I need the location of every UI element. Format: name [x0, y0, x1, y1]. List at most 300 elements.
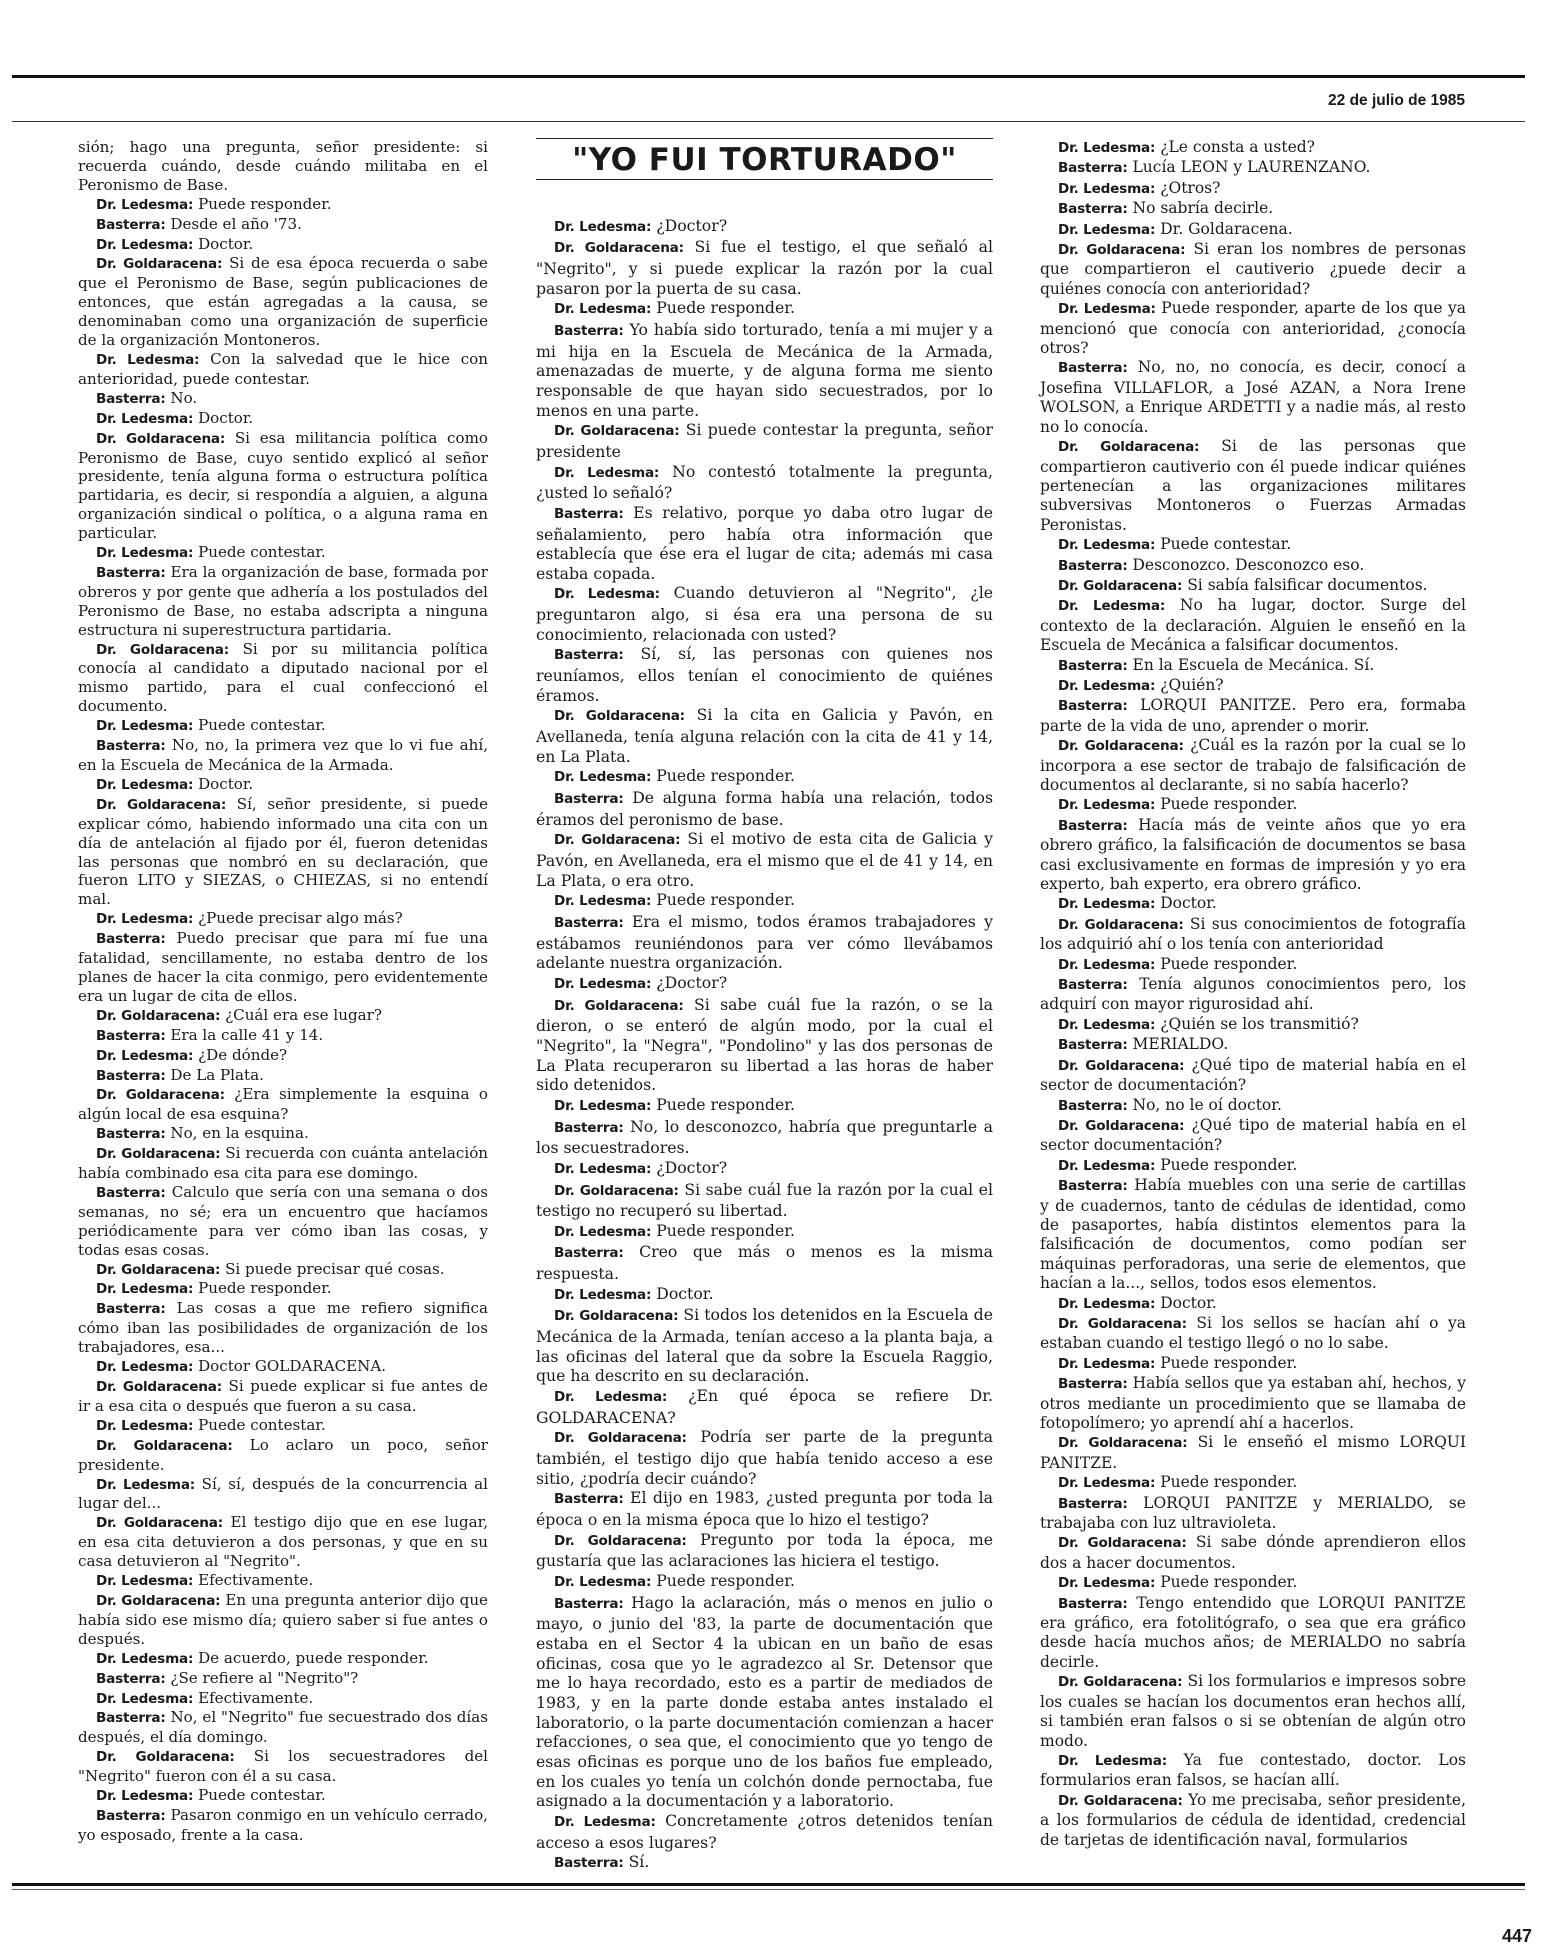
paragraph-text: En la Escuela de Mecánica. Sí.: [1132, 655, 1375, 674]
paragraph-text: Si de esa época recuerda o sabe que el Peronismo de Base, según publicaciones de entonces, que están agregadas a la causa, se denominaban como una organización de superficie de la organización Montoneros.: [78, 254, 488, 350]
paragraph: [1040, 158, 1466, 178]
speaker-label: Basterra:: [96, 1067, 166, 1084]
paragraph-text: No.: [170, 388, 198, 407]
speaker-label: Basterra:: [96, 738, 166, 755]
paragraph-text: Puede responder.: [656, 890, 796, 910]
speaker-label: Dr. Ledesma:: [1058, 537, 1156, 554]
paragraph-text: No, lo desconozco, habría que preguntarle a los secuestradores.: [536, 1116, 993, 1158]
paragraph-text: No, no le oí doctor.: [1132, 1095, 1282, 1114]
paragraph: [78, 1513, 488, 1571]
paragraph: [1040, 1156, 1466, 1176]
paragraph: [1040, 437, 1466, 535]
speaker-label: Dr. Ledesma:: [96, 1047, 194, 1064]
speaker-label: Dr. Goldaracena:: [1058, 1792, 1183, 1809]
paragraph: [1040, 1116, 1466, 1156]
paragraph-text: ¿Doctor?: [656, 215, 728, 235]
paragraph: [78, 1357, 488, 1377]
paragraph-text: ¿Cuál era ese lugar?: [225, 1005, 382, 1024]
speaker-label: Dr. Goldaracena:: [1058, 242, 1186, 259]
paragraph: [78, 1416, 488, 1436]
speaker-label: Dr. Ledesma:: [554, 301, 652, 318]
paragraph-text: Yo me precisaba, señor presidente, a los formularios de cédula de identidad, credencial de tarjetas de identificación naval, formularios: [1040, 1790, 1466, 1849]
top-rule: [12, 75, 1525, 78]
speaker-label: Basterra:: [1058, 698, 1128, 715]
paragraph-text: Desde el año '73.: [170, 214, 302, 233]
speaker-label: Dr. Ledesma:: [96, 545, 194, 562]
paragraph-text: Puede contestar.: [198, 543, 326, 562]
speaker-label: Basterra:: [554, 322, 624, 339]
paragraph-text: Doctor.: [1160, 1293, 1217, 1312]
speaker-label: Dr. Ledesma:: [96, 911, 194, 928]
paragraph: [78, 235, 488, 255]
speaker-label: Basterra:: [1058, 1495, 1128, 1512]
paragraph-text: Lucía LEON y LAURENZANO.: [1132, 158, 1371, 177]
paragraph: [78, 1046, 488, 1066]
paragraph-text: ¿Se refiere al "Negrito"?: [170, 1668, 359, 1687]
issue-date: 22 de julio de 1985: [1328, 92, 1465, 109]
paragraph: [1040, 1035, 1466, 1055]
paragraph: [78, 1806, 488, 1845]
speaker-label: Dr. Ledesma:: [554, 1813, 656, 1830]
column-3: [1040, 138, 1466, 1850]
paragraph: [1040, 1494, 1466, 1534]
column-2: [536, 138, 993, 1874]
paragraph: [536, 912, 993, 973]
speaker-label: Basterra:: [1058, 1178, 1128, 1195]
paragraph: [78, 429, 488, 543]
paragraph: [536, 766, 993, 788]
paragraph-text: Sí, sí, después de la concurrencia al lugar del...: [78, 1474, 488, 1513]
paragraph-text: Cuando detuvieron al "Negrito", ¿le preguntaron algo, si ésa era una persona de su conocimiento, relacionada con usted?: [536, 583, 993, 644]
paragraph-text: Si esa militancia política como Peronismo de Base, cuyo sentido explicó al señor presidente, tenía alguna forma o estructura política partidaria, es decir, si respondía a alguien, a alguna organización sindical o política, o a alguna rama en particular.: [78, 428, 488, 543]
speaker-label: Dr. Ledesma:: [1058, 1157, 1156, 1174]
speaker-label: Dr. Goldaracena:: [96, 796, 227, 813]
paragraph: [536, 237, 993, 298]
paragraph-text: LORQUI PANITZE. Pero era, formaba parte de la vida de uno, aprender o morir.: [1040, 696, 1466, 735]
speaker-label: Basterra:: [96, 1126, 166, 1143]
speaker-label: Dr. Goldaracena:: [1058, 738, 1184, 755]
paragraph-text: Si la cita en Galicia y Pavón, en Avellaneda, tenía alguna relación con la cita de 41 y 14, en La Plata.: [536, 705, 994, 766]
paragraph: [1040, 1314, 1466, 1354]
speaker-label: Dr. Ledesma:: [96, 776, 194, 793]
speaker-label: Basterra:: [554, 647, 624, 664]
paragraph: [1040, 1473, 1466, 1493]
paragraph-text: Puede responder.: [1160, 954, 1298, 973]
paragraph-text: Si los formularios e impresos sobre los cuales se hacían los documentos eran hechos allí, si también eran falsos o si se obtenían de algún otro modo.: [1040, 1672, 1466, 1750]
speaker-label: Basterra:: [1058, 977, 1128, 994]
paragraph-text: No, en la esquina.: [170, 1124, 309, 1143]
paragraph: [1040, 816, 1466, 895]
column-1: [78, 138, 488, 1845]
speaker-label: Dr. Goldaracena:: [554, 997, 684, 1014]
paragraph: [1040, 1791, 1466, 1850]
paragraph-text: Desconozco. Desconozco eso.: [1132, 555, 1365, 574]
speaker-label: Basterra:: [1058, 1037, 1128, 1054]
paragraph: [536, 320, 993, 420]
paragraph-text: ¿En qué época se refiere Dr. GOLDARACENA?: [536, 1386, 993, 1427]
paragraph: [1040, 1533, 1466, 1573]
paragraph-text: Doctor.: [656, 1283, 714, 1303]
paragraph: [536, 1305, 993, 1386]
paragraph-text: Hago la aclaración, más o menos en julio o mayo, o junio del '83, la parte de documentación que estaba en el Sector 4 la ubican en un baño de esas oficinas, cosa que yo le agradezco al Sr. Detensor que me lo haya recordado, esto es a partir de mediados de 1983, y en la parte donde estaba antes instalado el laboratorio, o la parte documentación comienzan a hacer refacciones, o sea que, el conocimiento que yo tengo de esas oficinas es porque uno de los baños fue empleado, en los cuales yo tenía un colchón donde pernoctaba, fue asignado a la documentación y a laboratorio.: [536, 1592, 993, 1811]
speaker-label: Basterra:: [96, 1301, 166, 1318]
paragraph-text: Puede responder.: [1160, 1573, 1298, 1592]
speaker-label: Dr. Goldaracena:: [554, 708, 685, 725]
paragraph: [1040, 1433, 1466, 1473]
speaker-label: Dr. Goldaracena:: [96, 1007, 221, 1024]
speaker-label: Dr. Goldaracena:: [96, 1261, 221, 1278]
speaker-label: Dr. Goldaracena:: [96, 1087, 225, 1104]
paragraph-text: ¿Quién se los transmitió?: [1160, 1014, 1359, 1033]
speaker-label: Basterra:: [554, 1491, 624, 1508]
speaker-label: Dr. Ledesma:: [1058, 896, 1156, 913]
paragraph: [536, 503, 993, 584]
paragraph-text: MERIALDO.: [1132, 1035, 1229, 1054]
speaker-label: Dr. Ledesma:: [96, 236, 194, 253]
column-2-text: [536, 216, 993, 1874]
speaker-label: Dr. Goldaracena:: [554, 1182, 679, 1199]
paragraph: [1040, 556, 1466, 576]
speaker-label: Dr. Ledesma:: [554, 1160, 652, 1177]
paragraph-text: No, no, no conocía, es decir, conocí a Josefina VILLAFLOR, a José AZAN, a Nora Irene WOLSON, a Enrique ARDETTI y a nadie más, al resto no lo conocía.: [1040, 358, 1466, 436]
paragraph: [78, 1571, 488, 1591]
paragraph: [1040, 696, 1466, 736]
speaker-label: Dr. Goldaracena:: [96, 641, 230, 658]
paragraph: [1040, 1096, 1466, 1116]
paragraph-text: Si recuerda con cuánta antelación había combinado esa cita para ese domingo.: [78, 1144, 489, 1183]
bottom-thin-rule: [12, 1889, 1525, 1890]
paragraph-text: Era el mismo, todos éramos trabajadores y estábamos reuniéndonos para ver cómo llevábamos adelante nuestra organización.: [536, 911, 993, 973]
paragraph-text: ¿Qué tipo de material había en el sector de documentación?: [1040, 1055, 1466, 1095]
paragraph-text: De alguna forma había una relación, todos éramos del peronismo de base.: [536, 788, 993, 829]
speaker-label: Dr. Ledesma:: [1058, 1295, 1156, 1312]
speaker-label: Basterra:: [554, 505, 624, 522]
paragraph-text: Doctor.: [198, 774, 254, 793]
paragraph-text: Era la calle 41 y 14.: [170, 1025, 324, 1044]
paragraph-text: Sí.: [628, 1852, 650, 1872]
paragraph: [1040, 576, 1466, 596]
paragraph-text: Efectivamente.: [198, 1688, 314, 1707]
paragraph-text: Había sellos que ya estaban ahí, hechos, y otros mediante un procedimiento que se llamaba de fotopolímero; yo aprendí ahí a hacerlos.: [1040, 1374, 1466, 1432]
paragraph-text: Si de las personas que compartieron cautiverio con él puede indicar quiénes pertenecían a las organizaciones militares subversivas Montoneros o Fuerzas Armadas Peronistas.: [1040, 437, 1466, 534]
paragraph: [1040, 795, 1466, 815]
paragraph: [1040, 596, 1466, 655]
paragraph: [1040, 1594, 1466, 1673]
speaker-label: Dr. Ledesma:: [96, 1788, 194, 1805]
speaker-label: Dr. Ledesma:: [554, 893, 652, 910]
paragraph: [78, 1747, 488, 1786]
paragraph: [78, 775, 488, 795]
paragraph-text: ¿Puede precisar algo más?: [198, 909, 403, 928]
paragraph-text: Puede contestar.: [198, 1786, 326, 1805]
paragraph: [78, 138, 488, 195]
paragraph-text: Si los sellos se hacían ahí o ya estaban cuando el testigo llegó o no lo sabe.: [1040, 1313, 1467, 1353]
paragraph-text: Yo había sido torturado, tenía a mi mujer y a mi hija en la Escuela de Mecánica de la Armada, amenazadas de muerte, y de alguna forma me siento responsable de que hayan sido secuestrados, por lo menos en una parte.: [536, 319, 993, 420]
paragraph-text: No ha lugar, doctor. Surge del contexto de la declaración. Alguien le enseñó en la Escuela de Mecánica a falsificar documentos.: [1040, 596, 1466, 655]
paragraph-text: Concretamente ¿otros detenidos tenían acceso a esos lugares?: [536, 1810, 993, 1852]
speaker-label: Dr. Ledesma:: [96, 1573, 194, 1590]
paragraph-text: Puede responder.: [198, 194, 332, 213]
paragraph-text: Había muebles con una serie de cartillas y de cuadernos, tanto de cédulas de identidad, como de pasaportes, había distintos elementos para la falsificación de documentos, como podían ser máquinas perforadoras, una serie de elementos, que hacían a la..., sellos, todos esos elementos.: [1040, 1176, 1466, 1293]
paragraph-text: LORQUI PANITZE y MERIALDO, se trabajaba con luz ultravioleta.: [1040, 1493, 1466, 1533]
paragraph: [78, 350, 488, 389]
speaker-label: Basterra:: [96, 1670, 166, 1687]
speaker-label: Dr. Ledesma:: [1058, 1475, 1156, 1492]
paragraph-text: Si por su militancia política conocía al candidato a diputado nacional por el mismo partido, para el cual confeccionó el documento.: [78, 639, 488, 716]
paragraph-text: En una pregunta anterior dijo que había sido ese mismo día; quiero saber si fue antes o después.: [78, 1590, 488, 1648]
paragraph: [1040, 915, 1466, 955]
paragraph-text: Si sabe cuál fue la razón, o se la dieron, o se enteró de algún modo, por la cual el "Negrito", la "Negra", "Pondolino" y las dos personas de La Plata recuperaron su libertad a las horas de haber sido detenidos.: [536, 994, 993, 1095]
speaker-label: Dr. Goldaracena:: [96, 256, 223, 273]
paragraph: [536, 1593, 993, 1811]
paragraph-text: El testigo dijo que en ese lugar, en esa cita detuvieron a dos personas, y que en su casa detuvieron al "Negrito".: [78, 1513, 488, 1571]
paragraph-text: Puede responder.: [656, 766, 796, 786]
paragraph: [536, 890, 993, 912]
paragraph: [536, 1095, 993, 1117]
paragraph-text: Doctor GOLDARACENA.: [198, 1357, 387, 1376]
speaker-label: Basterra:: [1058, 557, 1128, 574]
paragraph: [536, 1180, 993, 1221]
speaker-label: Dr. Ledesma:: [554, 1286, 652, 1303]
paragraph-text: De acuerdo, puede responder.: [198, 1648, 429, 1667]
paragraph-text: Puede responder.: [656, 298, 796, 318]
paragraph: [78, 795, 488, 909]
speaker-label: Dr. Ledesma:: [96, 1476, 196, 1493]
paragraph: [536, 1242, 993, 1283]
paragraph: [1040, 179, 1466, 199]
speaker-label: Dr. Goldaracena:: [554, 1430, 687, 1447]
speaker-label: Basterra:: [1058, 1376, 1128, 1393]
paragraph-text: Si los secuestradores del "Negrito" fueron con él a su casa.: [78, 1747, 488, 1786]
paragraph-text: Si todos los detenidos en la Escuela de Mecánica de la Armada, tenían acceso a la planta baja, a las oficinas del lateral que da sobre la Escuela Raggio, que ha descrito en su declaración.: [536, 1305, 993, 1386]
paragraph: [1040, 656, 1466, 676]
speaker-label: Dr. Ledesma:: [96, 1281, 194, 1298]
speaker-label: Dr. Ledesma:: [1058, 956, 1156, 973]
speaker-label: Dr. Ledesma:: [1058, 797, 1156, 814]
speaker-label: Dr. Ledesma:: [554, 1573, 652, 1590]
speaker-label: Dr. Goldaracena:: [554, 1308, 679, 1325]
paragraph-text: Puede responder.: [198, 1279, 332, 1298]
paragraph-text: Creo que más o menos es la misma respuesta.: [536, 1242, 993, 1284]
paragraph-text: Puede contestar.: [1160, 535, 1292, 554]
paragraph: [1040, 1672, 1466, 1751]
paragraph: [78, 409, 488, 429]
speaker-label: Dr. Goldaracena:: [1058, 1674, 1183, 1691]
speaker-label: Basterra:: [554, 914, 624, 931]
speaker-label: Dr. Goldaracena:: [96, 1146, 221, 1163]
paragraph-text: sión; hago una pregunta, señor presidente: si recuerda cuándo, desde cuándo militaba en el Peronismo de Base.: [78, 138, 488, 194]
paragraph-text: Si el motivo de esta cita de Galicia y Pavón, en Avellaneda, era el mismo que el de 41 y 14, en La Plata, o era otro.: [536, 829, 993, 890]
speaker-label: Dr. Ledesma:: [1058, 598, 1166, 615]
paragraph: [536, 1811, 993, 1852]
speaker-label: Basterra:: [554, 791, 624, 808]
paragraph-text: ¿Era simplemente la esquina o algún local de esa esquina?: [78, 1085, 488, 1124]
speaker-label: Basterra:: [554, 1245, 624, 1262]
paragraph: [78, 389, 488, 409]
speaker-label: Dr. Ledesma:: [1058, 677, 1156, 694]
paragraph-text: ¿Quién?: [1160, 675, 1224, 694]
paragraph: [536, 1158, 993, 1180]
paragraph: [536, 1386, 993, 1427]
speaker-label: Dr. Goldaracena:: [554, 832, 681, 849]
paragraph: [536, 1530, 993, 1571]
speaker-label: Basterra:: [96, 1710, 166, 1727]
paragraph: [536, 788, 993, 829]
paragraph-text: Si puede explicar si fue antes de ir a esa cita o después que fueron a su casa.: [78, 1377, 488, 1415]
paragraph-text: Si puede precisar qué cosas.: [225, 1259, 445, 1278]
paragraph-text: Pregunto por toda la época, me gustaría que las aclaraciones las hiciera el testigo.: [536, 1529, 993, 1571]
speaker-label: Dr. Ledesma:: [554, 769, 652, 786]
paragraph: [78, 640, 488, 717]
speaker-label: Dr. Ledesma:: [96, 1417, 194, 1434]
paragraph: [1040, 975, 1466, 1015]
paragraph: [536, 1427, 993, 1488]
speaker-label: Dr. Ledesma:: [1058, 1016, 1156, 1033]
paragraph: [78, 543, 488, 563]
paragraph: [1040, 199, 1466, 219]
paragraph-text: Puede responder.: [1160, 1473, 1298, 1492]
paragraph-text: ¿Doctor?: [656, 972, 728, 992]
paragraph: [78, 1436, 488, 1475]
paragraph-text: ¿Otros?: [1160, 178, 1221, 197]
speaker-label: Dr. Goldaracena:: [1058, 577, 1183, 594]
paragraph: [1040, 1056, 1466, 1096]
paragraph: [1040, 240, 1466, 299]
paragraph: [78, 195, 488, 215]
paragraph: [536, 644, 993, 705]
speaker-label: Dr. Ledesma:: [554, 1389, 668, 1406]
paragraph-text: Si sabe dónde aprendieron ellos dos a hacer documentos.: [1040, 1533, 1466, 1572]
paragraph: [1040, 1751, 1466, 1791]
speaker-label: Basterra:: [96, 1027, 166, 1044]
top-thin-rule: [12, 121, 1525, 122]
paragraph: [78, 1006, 488, 1026]
paragraph-text: Puedo precisar que para mí fue una fatalidad, sencillamente, no estaba dentro de los planes de hacer la cita conmigo, pero evidentemente era un lugar de cita de ellos.: [78, 929, 488, 1005]
paragraph: [78, 254, 488, 350]
paragraph-text: Doctor.: [198, 408, 254, 427]
paragraph: [536, 1221, 993, 1243]
paragraph: [1040, 1573, 1466, 1593]
paragraph: [78, 716, 488, 736]
paragraph: [78, 563, 488, 640]
paragraph-text: El dijo en 1983, ¿usted pregunta por toda la época o en la misma época que lo hizo el testigo?: [536, 1488, 993, 1529]
paragraph-text: Si eran los nombres de personas que compartieron el cautiverio ¿puede decir a quiénes conocía con anterioridad?: [1040, 240, 1467, 298]
paragraph: [78, 929, 488, 1006]
speaker-label: Basterra:: [96, 564, 166, 581]
paragraph: [78, 1066, 488, 1086]
paragraph: [78, 1669, 488, 1689]
paragraph-text: Puede responder.: [1160, 1353, 1298, 1372]
paragraph: [78, 1026, 488, 1046]
speaker-label: Basterra:: [554, 1595, 624, 1612]
paragraph-text: Si puede contestar la pregunta, señor presidente: [536, 420, 993, 461]
speaker-label: Dr. Goldaracena:: [554, 423, 680, 440]
paragraph: [536, 1852, 993, 1874]
speaker-label: Dr. Ledesma:: [1058, 180, 1156, 197]
paragraph: [1040, 955, 1466, 975]
paragraph: [1040, 736, 1466, 795]
speaker-label: Dr. Goldaracena:: [96, 1592, 221, 1609]
speaker-label: Dr. Ledesma:: [1058, 140, 1156, 156]
speaker-label: Basterra:: [1058, 1595, 1128, 1612]
paragraph: [78, 909, 488, 929]
paragraph: [78, 1144, 488, 1183]
speaker-label: Basterra:: [1058, 201, 1128, 218]
speaker-label: Dr. Ledesma:: [1058, 301, 1156, 318]
speaker-label: Dr. Ledesma:: [1058, 1355, 1156, 1372]
paragraph: [536, 1488, 993, 1529]
speaker-label: Dr. Ledesma:: [96, 1690, 194, 1707]
paragraph: [1040, 1176, 1466, 1293]
paragraph: [78, 1591, 488, 1649]
paragraph-text: Puede responder.: [656, 1220, 796, 1240]
paragraph: [78, 1708, 488, 1747]
paragraph: [1040, 358, 1466, 437]
paragraph-text: Era la organización de base, formada por obreros y por gente que adhería a los postulados del Peronismo de Base, no estaba adscripta a ninguna estructura ni superestructura partidaria.: [78, 562, 488, 639]
paragraph: [78, 1786, 488, 1806]
paragraph-text: Sí, sí, las personas con quienes nos reuníamos, ellos tenían el conocimiento de quiénes éramos.: [536, 644, 993, 705]
speaker-label: Basterra:: [1058, 1097, 1128, 1114]
paragraph-text: Puede contestar.: [198, 716, 326, 735]
paragraph: [536, 1571, 993, 1593]
speaker-label: Dr. Ledesma:: [554, 218, 652, 235]
speaker-label: Dr. Ledesma:: [96, 351, 200, 368]
speaker-label: Dr. Ledesma:: [554, 975, 652, 992]
paragraph: [1040, 138, 1466, 158]
speaker-label: Basterra:: [96, 390, 166, 407]
paragraph: [536, 973, 993, 995]
paragraph: [536, 216, 993, 238]
paragraph: [536, 420, 993, 461]
paragraph-text: Las cosas a que me refiero significa cómo iban las posibilidades de organización de los trabajadores, esa...: [78, 1299, 488, 1357]
paragraph: [78, 1299, 488, 1357]
paragraph-text: Pasaron conmigo en un vehículo cerrado, yo esposado, frente a la casa.: [78, 1805, 488, 1844]
speaker-label: Dr. Ledesma:: [1058, 221, 1156, 238]
paragraph: [78, 1183, 488, 1260]
paragraph-text: ¿Qué tipo de material había en el sector documentación?: [1040, 1115, 1466, 1155]
speaker-label: Basterra:: [96, 216, 166, 233]
bottom-rule: [12, 1883, 1525, 1886]
paragraph-text: Si sabe cuál fue la razón por la cual el testigo no recuperó su libertad.: [536, 1179, 993, 1221]
headline-box: [536, 138, 993, 180]
paragraph-text: ¿Doctor?: [656, 1157, 728, 1177]
speaker-label: Dr. Ledesma:: [96, 1650, 194, 1667]
speaker-label: Basterra:: [1058, 817, 1128, 834]
paragraph-text: ¿De dónde?: [198, 1045, 288, 1064]
paragraph-text: ¿Cuál es la razón por la cual se lo incorpora a ese sector de trabajo de falsificación de documentos al declarante, si no sabía hacerlo?: [1040, 736, 1466, 794]
paragraph-text: Puede responder.: [1160, 795, 1298, 814]
speaker-label: Dr. Goldaracena:: [554, 1532, 687, 1549]
speaker-label: Dr. Ledesma:: [96, 1359, 194, 1376]
paragraph: [78, 215, 488, 235]
paragraph-text: Puede responder, aparte de los que ya mencionó que conocía con anterioridad, ¿conocía otros?: [1040, 299, 1466, 358]
paragraph-text: Con la salvedad que le hice con anterioridad, puede contestar.: [78, 349, 488, 388]
speaker-label: Dr. Ledesma:: [96, 718, 194, 735]
paragraph: [78, 736, 488, 775]
paragraph-text: Puede responder.: [656, 1570, 796, 1590]
paragraph: [536, 705, 993, 766]
paragraph-text: Calculo que sería con una semana o dos semanas, no sé; era un encuentro que hacíamos periódicamente para ver cómo iban las cosas, y todas esas cosas.: [78, 1182, 488, 1259]
paragraph: [1040, 1354, 1466, 1374]
paragraph-text: Puede responder.: [656, 1094, 796, 1114]
paragraph: [536, 583, 993, 644]
speaker-label: Basterra:: [1058, 657, 1128, 674]
paragraph: [536, 829, 993, 890]
page-number: 447: [1501, 1926, 1532, 1946]
paragraph-text: Doctor.: [1160, 894, 1217, 913]
speaker-label: Dr. Ledesma:: [1058, 1575, 1156, 1592]
paragraph-text: Dr. Goldaracena.: [1160, 219, 1293, 238]
